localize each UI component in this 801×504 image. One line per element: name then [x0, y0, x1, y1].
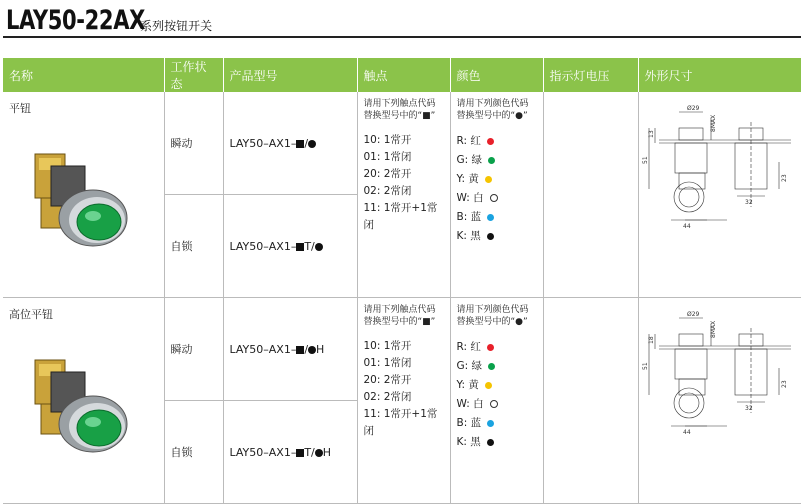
contact-code: 02: 2常闭 — [363, 391, 412, 403]
color-swatch-dot — [488, 157, 495, 164]
contact-code: 01: 1常闭 — [363, 357, 412, 369]
button-photo — [21, 342, 141, 462]
voltage-cell — [543, 298, 638, 504]
table-row — [3, 298, 801, 401]
header-color: 颜色 — [450, 58, 543, 92]
color-code — [457, 132, 537, 151]
color-swatch-dot — [488, 363, 495, 370]
product-name: 平钮 — [9, 102, 31, 115]
color-code — [457, 208, 537, 227]
dim-w2: 44 — [682, 223, 691, 230]
color-code — [457, 151, 537, 170]
state-cell — [164, 92, 223, 195]
model-suffix: H — [316, 342, 325, 356]
model-cell — [223, 298, 357, 401]
color-code — [457, 189, 537, 208]
contact-cell — [357, 298, 450, 504]
state-cell — [164, 195, 223, 298]
header-model: 产品型号 — [223, 58, 357, 92]
color-swatch-dot — [487, 214, 494, 221]
dimension-drawing — [641, 308, 801, 498]
color-note: 请用下列颜色代码替换型号中的“●” — [456, 305, 529, 327]
title-sub: 系列按钮开关 — [140, 19, 213, 33]
color-code — [457, 357, 537, 376]
product-name: 高位平钮 — [9, 308, 53, 321]
color-code-label: W: 白 — [456, 398, 484, 410]
model-cell — [223, 401, 357, 504]
model-cell — [223, 195, 357, 298]
dim-h3: 23 — [780, 174, 788, 182]
contact-list — [364, 338, 444, 440]
contact-code: 11: 1常开+1常闭 — [363, 202, 438, 231]
color-swatch-dot — [485, 176, 492, 183]
contact-note: 请用下列触点代码替换型号中的“■” — [363, 99, 436, 121]
header-name: 名称 — [3, 58, 164, 92]
dim-h1: 13 — [647, 130, 655, 138]
work-state: 瞬动 — [170, 137, 193, 150]
model-prefix: LAY50–AX1– — [229, 342, 297, 356]
color-cell — [450, 298, 543, 504]
dim-h2: 51 — [641, 362, 649, 370]
contact-cell — [357, 92, 450, 298]
color-code-label: R: 红 — [456, 135, 481, 147]
dim-w1: 32 — [744, 199, 753, 206]
button-photo — [21, 136, 141, 256]
product-name-cell — [3, 92, 164, 298]
model-suffix: H — [322, 445, 332, 459]
color-swatch-dot — [487, 439, 494, 446]
color-cell — [450, 92, 543, 298]
contact-code: 02: 2常闭 — [363, 185, 412, 197]
color-swatch-dot — [485, 382, 492, 389]
dim-h3: 23 — [780, 380, 788, 388]
color-code-label: B: 蓝 — [456, 417, 482, 429]
contact-code: 20: 2常开 — [363, 374, 412, 386]
dim-w1: 32 — [744, 405, 753, 412]
color-code-label: G: 绿 — [456, 154, 483, 166]
color-code — [457, 433, 537, 452]
model-mid: T/ — [304, 239, 315, 253]
color-code-label: G: 绿 — [456, 360, 483, 372]
title-main: LAY50-22AX — [6, 5, 145, 36]
color-swatch-dot — [487, 233, 494, 240]
voltage-cell — [543, 92, 638, 298]
color-code-label: R: 红 — [456, 341, 481, 353]
color-placeholder-dot — [308, 346, 316, 354]
color-swatch-dot — [490, 194, 498, 202]
contact-code: 10: 1常开 — [363, 340, 412, 352]
color-code-label: W: 白 — [456, 192, 484, 204]
dim-max: 8MAX — [709, 320, 717, 338]
color-swatch-dot — [487, 138, 494, 145]
work-state: 瞬动 — [170, 343, 193, 356]
spec-table — [3, 58, 801, 504]
model-mid: / — [304, 136, 309, 150]
contact-code: 20: 2常开 — [363, 168, 412, 180]
contact-code: 01: 1常闭 — [363, 151, 412, 163]
header-contact: 触点 — [357, 58, 450, 92]
model-prefix: LAY50–AX1– — [229, 239, 297, 253]
contact-code: 11: 1常开+1常闭 — [363, 408, 438, 437]
color-code — [457, 395, 537, 414]
title-rule — [3, 36, 801, 38]
color-code — [457, 170, 537, 189]
contact-code: 10: 1常开 — [363, 134, 412, 146]
color-code — [457, 338, 537, 357]
work-state: 自锁 — [170, 240, 193, 253]
dimension-drawing — [641, 102, 801, 292]
dim-diameter: Ø29 — [686, 105, 699, 112]
dim-diameter: Ø29 — [686, 311, 699, 318]
model-prefix: LAY50–AX1– — [229, 445, 297, 459]
table-row — [3, 92, 801, 195]
color-code-label: Y: 黄 — [456, 379, 479, 391]
model-mid: / — [304, 342, 309, 356]
product-name-cell — [3, 298, 164, 504]
dimension-cell — [638, 298, 801, 504]
color-note: 请用下列颜色代码替换型号中的“●” — [456, 99, 529, 121]
color-code — [457, 227, 537, 246]
header-voltage: 指示灯电压 — [543, 58, 638, 92]
dim-w2: 44 — [682, 429, 691, 436]
color-code — [457, 376, 537, 395]
color-code-label: K: 黑 — [456, 436, 481, 448]
color-list — [457, 338, 537, 452]
page-title — [6, 4, 212, 36]
header-row — [3, 58, 801, 92]
dimension-cell — [638, 92, 801, 298]
color-swatch-dot — [487, 420, 494, 427]
color-code-label: Y: 黄 — [456, 173, 479, 185]
color-placeholder-dot — [315, 243, 323, 251]
dim-max: 8MAX — [709, 114, 717, 132]
color-swatch-dot — [487, 344, 494, 351]
color-code-label: B: 蓝 — [456, 211, 482, 223]
header-state: 工作状态 — [164, 58, 223, 92]
header-dimensions: 外形尺寸 — [638, 58, 801, 92]
model-prefix: LAY50–AX1– — [229, 136, 297, 150]
state-cell — [164, 401, 223, 504]
dim-h2: 51 — [641, 156, 649, 164]
state-cell — [164, 298, 223, 401]
color-list — [457, 132, 537, 246]
dim-h1: 18 — [647, 336, 655, 344]
color-placeholder-dot — [308, 140, 316, 148]
contact-note: 请用下列触点代码替换型号中的“■” — [363, 305, 436, 327]
model-cell — [223, 92, 357, 195]
color-swatch-dot — [490, 400, 498, 408]
color-code — [457, 414, 537, 433]
color-placeholder-dot — [315, 449, 323, 457]
model-mid: T/ — [304, 445, 315, 459]
contact-list — [364, 132, 444, 234]
work-state: 自锁 — [170, 446, 193, 459]
color-code-label: K: 黑 — [456, 230, 481, 242]
